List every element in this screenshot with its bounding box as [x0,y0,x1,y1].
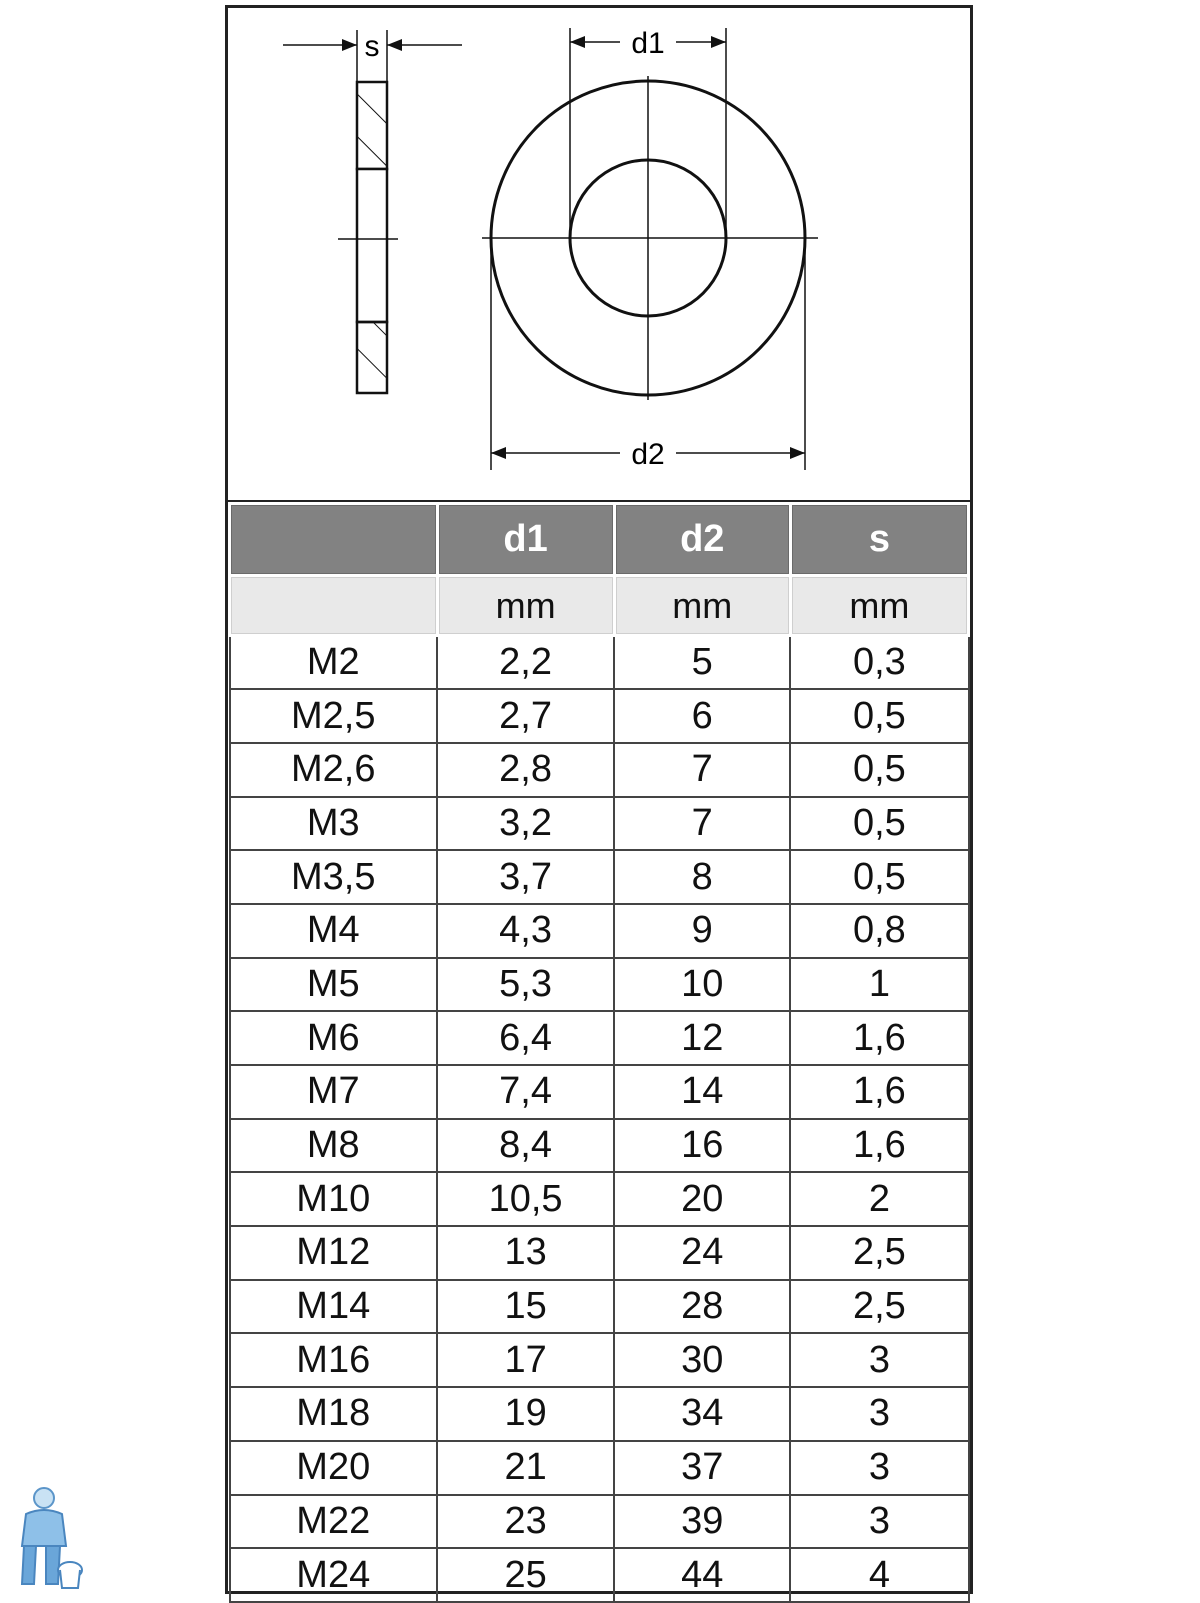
cell-d2: 7 [614,797,790,851]
cell-size: M3,5 [230,850,438,904]
cell-d2: 9 [614,904,790,958]
cell-s: 2,5 [790,1280,968,1334]
cell-size: M24 [230,1548,438,1602]
table-row [230,1548,969,1602]
cell-size: M2 [230,636,438,690]
table-row [230,743,969,797]
cell-size: M5 [230,958,438,1012]
table-body [230,636,969,1602]
cell-size: M3 [230,797,438,851]
cell-d2: 6 [614,689,790,743]
washer-diagram-svg [228,8,970,500]
cell-size: M18 [230,1387,438,1441]
cell-d1: 25 [437,1548,614,1602]
table-row [230,1333,969,1387]
spec-sheet [225,5,973,1594]
cell-size: M22 [230,1495,438,1549]
plumber-mascot-icon [6,1484,86,1596]
cell-s: 0,5 [790,850,968,904]
table-row [230,1226,969,1280]
table-row [230,850,969,904]
cell-size: M20 [230,1441,438,1495]
cell-s: 1,6 [790,1119,968,1173]
table-row [230,1119,969,1173]
units-row [230,576,969,636]
cell-d2: 12 [614,1011,790,1065]
cell-d2: 30 [614,1333,790,1387]
cell-d1: 19 [437,1387,614,1441]
cell-d2: 34 [614,1387,790,1441]
washer-drawing [228,8,970,502]
section-bore [357,169,387,322]
table-row [230,1280,969,1334]
cell-size: M6 [230,1011,438,1065]
cell-d1: 7,4 [437,1065,614,1119]
cell-size: M16 [230,1333,438,1387]
cell-d1: 4,3 [437,904,614,958]
front-view [482,27,818,471]
cell-d2: 20 [614,1172,790,1226]
cell-size: M14 [230,1280,438,1334]
unit-size [230,576,438,636]
table-row [230,1011,969,1065]
cell-d1: 2,8 [437,743,614,797]
cell-d1: 5,3 [437,958,614,1012]
cell-size: M10 [230,1172,438,1226]
cell-d1: 13 [437,1226,614,1280]
cell-d1: 2,2 [437,636,614,690]
cell-s: 1 [790,958,968,1012]
cell-s: 3 [790,1495,968,1549]
cell-s: 0,5 [790,689,968,743]
cell-d2: 14 [614,1065,790,1119]
cell-d2: 5 [614,636,790,690]
cell-d1: 3,2 [437,797,614,851]
cell-d1: 8,4 [437,1119,614,1173]
cell-size: M8 [230,1119,438,1173]
cell-d1: 2,7 [437,689,614,743]
unit-d2: mm [614,576,790,636]
cell-d2: 10 [614,958,790,1012]
header-s: s [790,504,968,576]
cell-s: 3 [790,1387,968,1441]
unit-d1: mm [437,576,614,636]
cell-d2: 8 [614,850,790,904]
cell-d1: 23 [437,1495,614,1549]
section-bottom [357,322,387,393]
table-row [230,797,969,851]
label-s: s [364,30,380,63]
header-d1: d1 [437,504,614,576]
table-row [230,904,969,958]
cell-d2: 16 [614,1119,790,1173]
side-watermark [1183,1490,1197,1600]
header-size [230,504,438,576]
section-top [357,82,387,169]
cell-d2: 28 [614,1280,790,1334]
table-row [230,1172,969,1226]
cell-d1: 3,7 [437,850,614,904]
header-row [230,504,969,576]
cell-s: 2,5 [790,1226,968,1280]
label-d1: d1 [631,27,665,60]
cell-s: 0,3 [790,636,968,690]
table-row [230,958,969,1012]
cell-size: M7 [230,1065,438,1119]
header-d2: d2 [614,504,790,576]
table-row [230,636,969,690]
cell-s: 2 [790,1172,968,1226]
cell-d2: 39 [614,1495,790,1549]
table-row [230,689,969,743]
cell-size: M2,6 [230,743,438,797]
cell-s: 0,5 [790,743,968,797]
table-row [230,1387,969,1441]
cell-s: 0,5 [790,797,968,851]
cell-s: 1,6 [790,1011,968,1065]
dimension-table [228,502,970,1603]
cell-s: 1,6 [790,1065,968,1119]
cell-size: M12 [230,1226,438,1280]
cell-s: 3 [790,1333,968,1387]
unit-s: mm [790,576,968,636]
table-row [230,1065,969,1119]
cell-d2: 44 [614,1548,790,1602]
table-row [230,1495,969,1549]
cell-size: M4 [230,904,438,958]
cell-d1: 10,5 [437,1172,614,1226]
cell-size: M2,5 [230,689,438,743]
cell-s: 0,8 [790,904,968,958]
cell-d1: 21 [437,1441,614,1495]
cell-d2: 24 [614,1226,790,1280]
cell-d1: 6,4 [437,1011,614,1065]
cell-d2: 7 [614,743,790,797]
cell-d2: 37 [614,1441,790,1495]
side-view [283,30,462,393]
label-d2: d2 [631,438,665,471]
cell-s: 3 [790,1441,968,1495]
cell-s: 4 [790,1548,968,1602]
cell-d1: 17 [437,1333,614,1387]
table-row [230,1441,969,1495]
cell-d1: 15 [437,1280,614,1334]
